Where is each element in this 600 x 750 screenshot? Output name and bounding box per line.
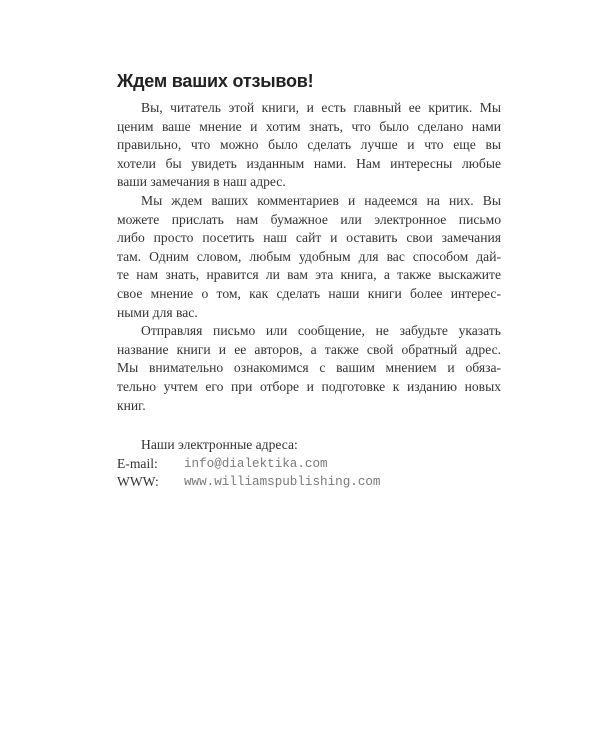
page-title: Ждем ваших отзывов! bbox=[117, 71, 314, 91]
text-line: Мы внимательно ознакомимся с вашим мнением и обяза- bbox=[117, 360, 501, 376]
text-line: свое мнение о том, как сделать наши книги более интерес- bbox=[117, 285, 501, 301]
text-line: ными для вас. bbox=[117, 304, 198, 320]
contacts-block bbox=[117, 436, 501, 492]
text-line: правильно, что можно было сделать лучше и что еще вы bbox=[117, 137, 501, 153]
text-line: книг. bbox=[117, 397, 146, 413]
text-line: либо просто посетить наш сайт и оставить свои замечания bbox=[117, 230, 501, 246]
email-link[interactable]: info@dialektika.com bbox=[184, 456, 328, 471]
paragraph-1 bbox=[117, 99, 501, 192]
text-line: Вы, читатель этой книги, и есть главный ее критик. Мы bbox=[141, 100, 501, 115]
email-label: E-mail: bbox=[117, 455, 158, 471]
text-line: хотели бы увидеть изданным нами. Нам интересны любые bbox=[117, 155, 501, 171]
text-line: можете прислать нам бумажное или электронное письмо bbox=[117, 211, 501, 227]
text-line: Мы ждем ваших комментариев и надеемся на них. Вы bbox=[141, 192, 501, 208]
www-label: WWW: bbox=[117, 474, 159, 490]
contacts-heading: Наши электронные адреса: bbox=[141, 437, 298, 453]
text-line: Отправляя письмо или сообщение, не забудьте указать bbox=[141, 323, 501, 339]
email-row bbox=[117, 455, 501, 474]
paragraph-3 bbox=[117, 322, 501, 415]
text-line: те нам знать, нравится ли вам эта книга, а также выскажите bbox=[117, 267, 501, 283]
text-line: ценим ваше мнение и хотим знать, что было сделано нами bbox=[117, 118, 501, 134]
paragraph-2 bbox=[117, 192, 501, 322]
book-page bbox=[117, 70, 501, 492]
text-line: тельно учтем его при отборе и подготовке к изданию новых bbox=[117, 378, 501, 394]
text-line: ваши замечания в наш адрес. bbox=[117, 174, 286, 190]
website-link[interactable]: www.williamspublishing.com bbox=[184, 475, 381, 490]
text-line: там. Одним словом, любым удобным для вас способом дай- bbox=[117, 248, 501, 264]
www-row bbox=[117, 473, 501, 492]
text-line: название книги и ее авторов, а также свой обратный адрес. bbox=[117, 341, 501, 357]
